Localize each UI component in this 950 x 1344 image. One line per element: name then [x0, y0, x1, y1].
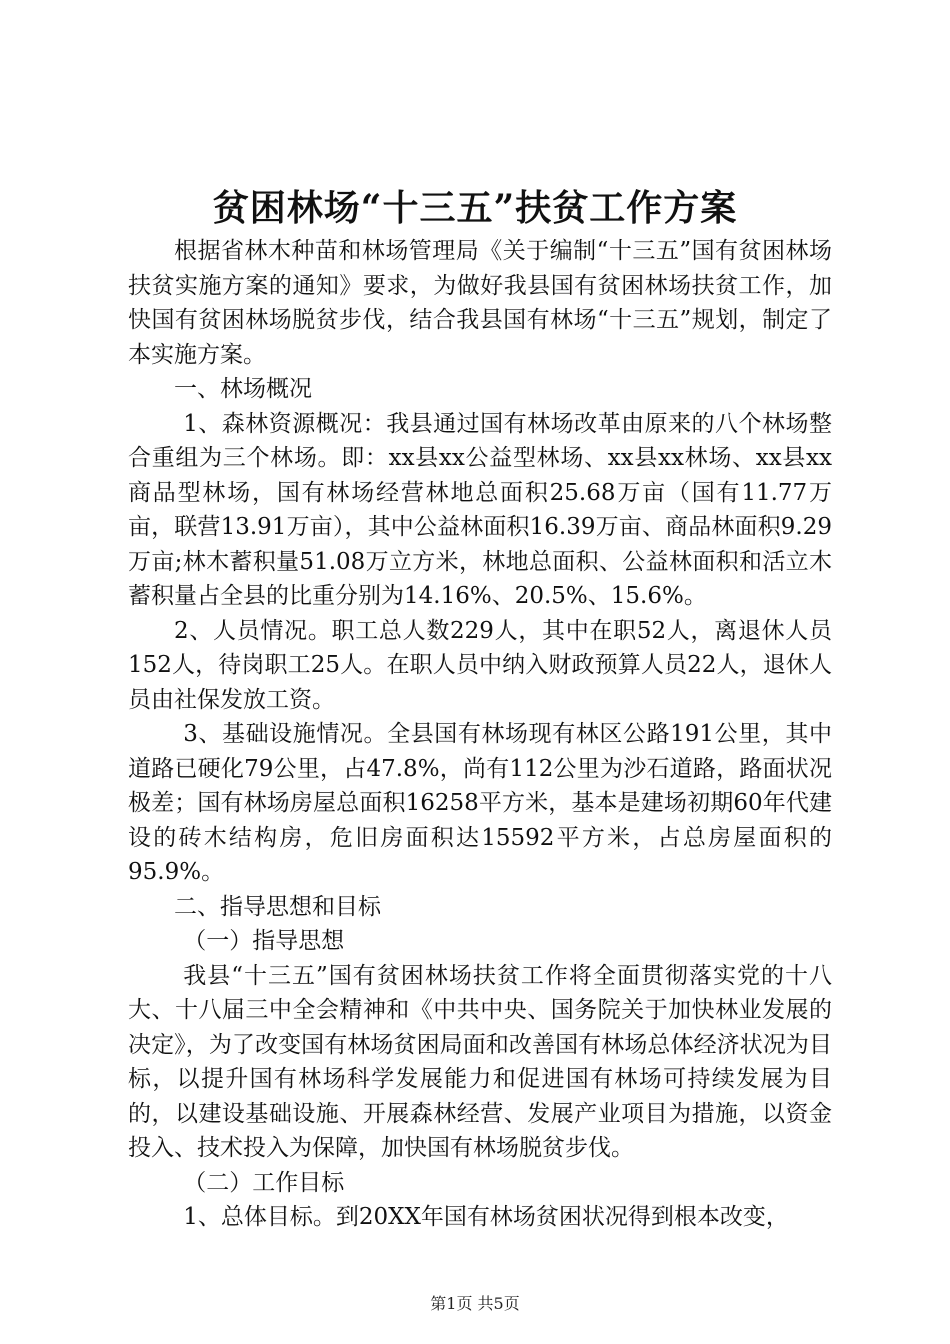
heading-forest-overview: 一、林场概况: [174, 376, 312, 402]
document-title: 贫困林场“十三五”扶贫工作方案: [212, 187, 738, 229]
paragraph-guiding-ideology: 我县“十三五”国有贫困林场扶贫工作将全面贯彻落实党的十八大、十八届三中全会精神和《中共中央、国务院关于加快林业发展的决定》，为了改变国有林场贫困局面和改善国有林场总体经济状况为目标，以提升国有林场科学发展能力和促进国有林场可持续发展为目的，以建设基础设施、开展森林经营、发展产业项目为措施，以资金投入、技术投入为保障，加快国有林场脱贫步伐。: [128, 962, 832, 1161]
heading-guiding-ideology-and-goals: 二、指导思想和目标: [174, 893, 381, 920]
subheading-guiding-ideology: （一）指导思想: [183, 928, 345, 954]
paragraph-infrastructure: 3、基础设施情况。全县国有林场现有林区公路191公里，其中道路已硬化79公里，占47.8%，尚有112公里为沙石道路，路面状况极差；国有林场房屋总面积16258平方米，基本是建场初期60年代建设的砖木结构房，危旧房面积达15592平方米，占总房屋面积的95.9%。: [128, 721, 832, 885]
subheading-work-goals: （二）工作目标: [183, 1169, 345, 1196]
document-body: [128, 234, 832, 1235]
paragraph-personnel: 2、人员情况。职工总人数229人，其中在职52人，离退休人员152人，待岗职工25人。在职人员中纳入财政预算人员22人，退休人员由社保发放工资。: [128, 617, 832, 713]
paragraph-overall-goal: 1、总体目标。到20XX年国有林场贫困状况得到根本改变，: [183, 1204, 789, 1230]
page-footer: 第1页 共5页: [430, 1294, 520, 1313]
paragraph-forest-resources: 1、森林资源概况：我县通过国有林场改革由原来的八个林场整合重组为三个林场。即：xx县xx公益型林场、xx县xx林场、xx县xx商品型林场，国有林场经营林地总面积25.68万亩（国有11.77万亩，联营13.91万亩），其中公益林面积16.39万亩、商品林面积9.29万亩;林木蓄积量51.08万立方米，林地总面积、公益林面积和活立木蓄积量占全县的比重分别为14.16%、20.5%、15.6%。: [128, 410, 832, 609]
paragraph-intro: 根据省林木种苗和林场管理局《关于编制“十三五”国有贫困林场扶贫实施方案的通知》要求，为做好我县国有贫困林场扶贫工作，加快国有贫困林场脱贫步伐，结合我县国有林场“十三五”规划，制定了本实施方案。: [128, 238, 832, 368]
